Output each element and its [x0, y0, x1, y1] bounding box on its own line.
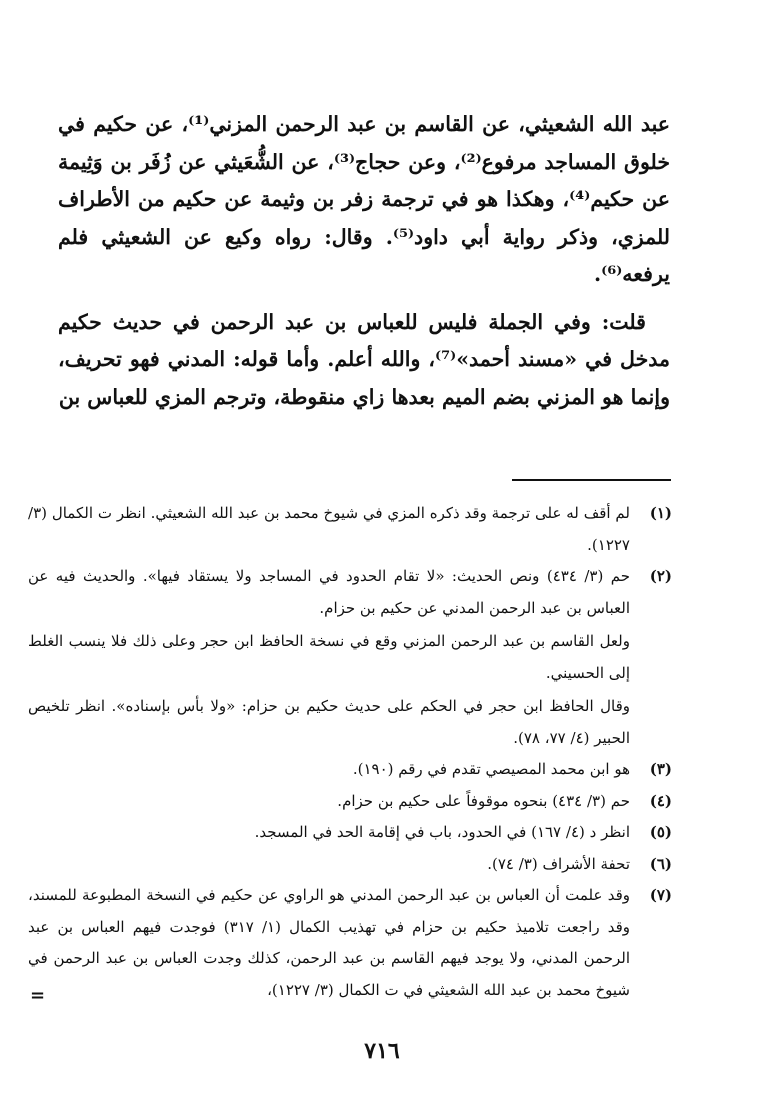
- continuation-mark: =: [30, 985, 46, 1006]
- footnote: [28, 561, 672, 754]
- footnote-text: تحفة الأشراف (٣/ ٧٤).: [487, 854, 630, 873]
- footnote: [28, 817, 672, 849]
- footnote-number: (٥): [649, 823, 672, 841]
- footnote-number: (٦): [649, 854, 672, 873]
- footnote-number: (٢): [649, 567, 672, 585]
- footnotes: [28, 498, 672, 1006]
- footnote: [28, 849, 672, 881]
- footnote: [28, 786, 672, 818]
- main-text: [58, 106, 670, 416]
- footnote-text: هو ابن محمد المصيصي تقدم في رقم (١٩٠).: [352, 760, 630, 778]
- footnote-text: لم أقف له على ترجمة وقد ذكره المزي في شيوخ محمد بن عبد الله الشعيثي. انظر ت الكمال (٣/ ١٢٢٧).: [28, 504, 630, 554]
- footnote: [28, 498, 672, 561]
- footnote-text: وقال الحافظ ابن حجر في الحكم على حديث حكيم بن حزام: «ولا بأس بإسناده». انظر تلخيص الحبير (٤/ ٧٧، ٧٨).: [28, 697, 630, 747]
- main-paragraph-1: عبد الله الشعيثي، عن القاسم بن عبد الرحمن المزني⁽¹⁾، عن حكيم في خلوق المساجد مرفوع⁽²⁾، وعن حجاج⁽³⁾، عن الشُّعَيثي عن زُفَر بن وَثِيمة عن حكيم⁽⁴⁾، وهكذا هو في ترجمة زفر بن وثيمة عن حكيم من الأطراف للمزي، وذكر رواية أبي داود⁽⁵⁾. وقال: رواه وكيع عن الشعيثي فلم يرفعه⁽⁶⁾.: [58, 112, 670, 286]
- footnote: [28, 754, 672, 786]
- footnote-text: حم (٣/ ٤٣٤) بنحوه موقوفاً على حكيم بن حزام.: [337, 791, 630, 810]
- footnote-number: (٣): [649, 760, 672, 778]
- footnote-text: حم (٣/ ٤٣٤) ونص الحديث: «لا تقام الحدود في المساجد ولا يستقاد فيها». والحديث فيه عن العباس بن عبد الرحمن المدني عن حكيم بن حزام.: [28, 567, 630, 617]
- footnote-text: وقد علمت أن العباس بن عبد الرحمن المدني هو الراوي عن حكيم في النسخة المطبوعة للمسند، وقد راجعت تلاميذ حكيم بن حزام في تهذيب الكمال (١/ ٣١٧) فوجدت فيهم العباس بن عبد الرحمن المدني، ولا يوجد فيهم القاسم بن عبد الرحمن، كذلك وجدت العباس بن عبد الرحمن في شيوخ محمد بن عبد الله الشعيثي في ت الكمال (٣/ ١٢٢٧)،: [28, 886, 631, 999]
- footnote-text: انظر د (٤/ ١٦٧) في الحدود، باب في إقامة الحد في المسجد.: [254, 823, 630, 841]
- footnote-number: (٧): [649, 886, 672, 904]
- footnote-number: (١): [649, 504, 672, 522]
- footnote-text: ولعل القاسم بن عبد الرحمن المزني وقع في نسخة الحافظ ابن حجر وعلى ذلك فلا ينسب الغلط إلى الحسيني.: [28, 632, 630, 682]
- footnote: [28, 880, 672, 1006]
- footnote-number: (٤): [649, 791, 672, 810]
- main-paragraph-2: قلت: وفي الجملة فليس للعباس بن عبد الرحمن في حديث حكيم مدخل في «مسند أحمد»⁽⁷⁾، والله أعلم. وأما قوله: المدني فهو تحريف، وإنما هو المزني بضم الميم بعدها زاي منقوطة، وترجم المزي للعباس بن: [58, 309, 670, 409]
- page-number: ٧١٦: [364, 1038, 400, 1064]
- footnote-separator: [512, 479, 671, 481]
